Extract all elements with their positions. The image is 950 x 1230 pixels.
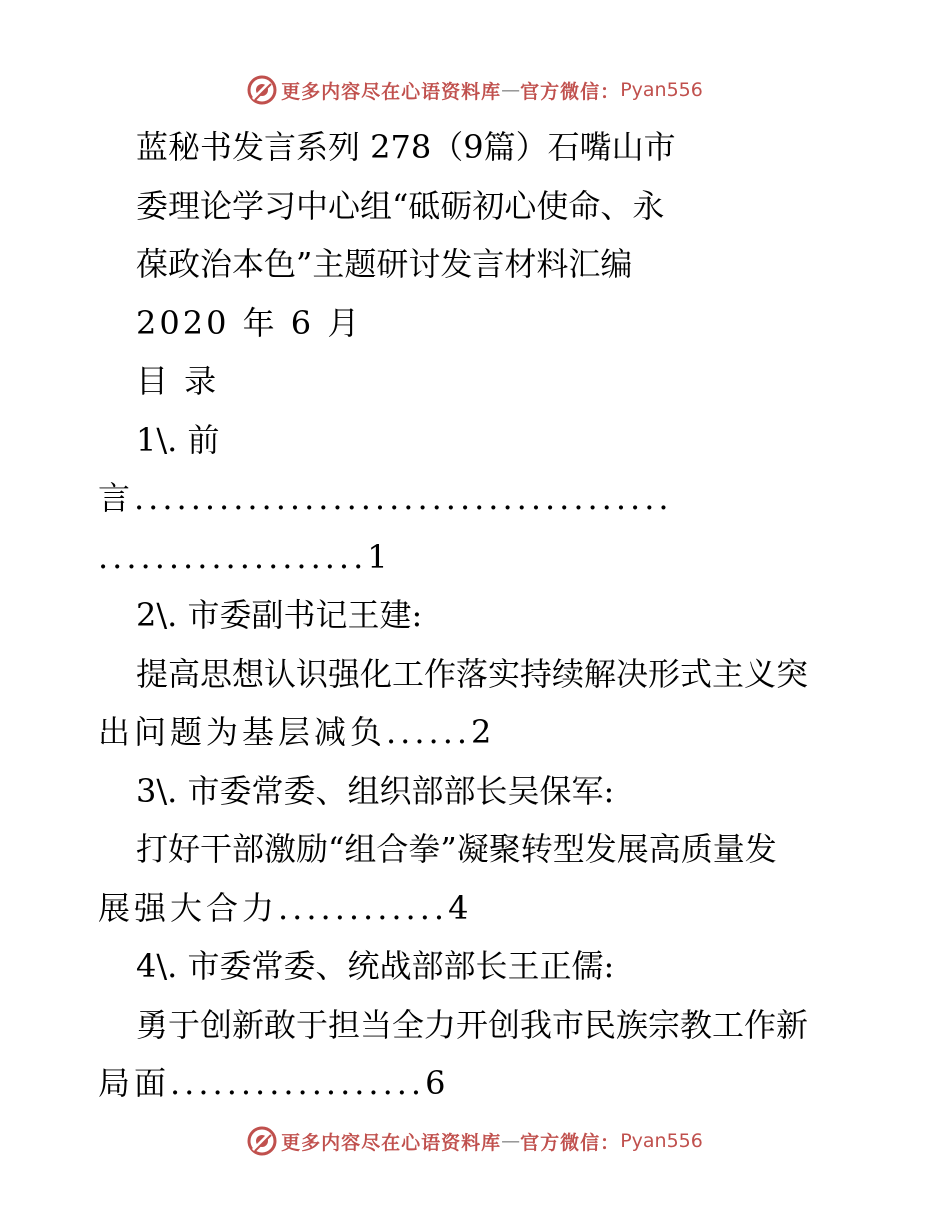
toc-entry-3-header bbox=[98, 762, 858, 821]
toc-entry-speaker: 市委常委、统战部部长王正儒: bbox=[187, 947, 615, 985]
toc-entry-2-title-line-1: 提高思想认识强化工作落实持续解决形式主义突 bbox=[136, 654, 809, 693]
toc-entry-speaker: 前 bbox=[187, 420, 220, 459]
brand-logo-icon bbox=[247, 1126, 277, 1156]
watermark-separator: — bbox=[501, 79, 521, 101]
watermark-wechat-id: Pyan556 bbox=[620, 79, 703, 101]
toc-entry-1-title-line-2: ...................1 bbox=[98, 537, 392, 576]
title-line-1: 蓝秘书发言系列 278（9篇）石嘴山市 bbox=[136, 128, 676, 166]
toc-entry-3-title-line-1: 打好干部激励“组合拳”凝聚转型发展高质量发 bbox=[136, 830, 777, 868]
document-date: 2020 年 6 月 bbox=[136, 303, 363, 342]
title-line-2: 委理论学习中心组“砥砺初心使命、永 bbox=[136, 186, 665, 225]
toc-entry-number: 2\. bbox=[136, 596, 178, 634]
watermark-banner-bottom bbox=[0, 1124, 950, 1158]
toc-entry-3-title-line-2: 展强大合力............4 bbox=[98, 888, 473, 927]
document-body bbox=[98, 118, 858, 1113]
toc-entry-4-title-line-2: 局面..................6 bbox=[98, 1064, 450, 1102]
toc-entry-1-header bbox=[98, 411, 858, 470]
toc-entry-speaker: 市委常委、组织部部长吴保军: bbox=[187, 771, 615, 810]
toc-entry-number: 4\. bbox=[136, 947, 178, 985]
title-line-3: 葆政治本色”主题研讨发言材料汇编 bbox=[136, 245, 633, 283]
toc-entry-2-header bbox=[98, 586, 858, 645]
watermark-brand-text: 更多内容尽在心语资料库 bbox=[281, 80, 502, 103]
toc-entry-number: 3\. bbox=[136, 771, 178, 810]
watermark-separator: — bbox=[501, 1130, 521, 1152]
toc-entry-4-header bbox=[98, 937, 858, 996]
toc-entry-1-title-line-1: 言...................................... bbox=[98, 479, 673, 517]
watermark-wechat-label: 官方微信： bbox=[520, 80, 621, 103]
watermark-banner-top bbox=[0, 73, 950, 107]
brand-logo-icon bbox=[247, 75, 277, 105]
watermark-wechat-id: Pyan556 bbox=[620, 1130, 703, 1152]
toc-entry-number: 1\. bbox=[136, 420, 178, 459]
watermark-wechat-label: 官方微信： bbox=[520, 1131, 621, 1154]
toc-entry-2-title-line-2: 出问题为基层减负......2 bbox=[98, 713, 496, 751]
toc-heading: 目 录 bbox=[136, 362, 220, 400]
toc-entry-speaker: 市委副书记王建: bbox=[187, 596, 423, 634]
watermark-brand-text: 更多内容尽在心语资料库 bbox=[281, 1131, 502, 1154]
toc-entry-4-title-line-1: 勇于创新敢于担当全力开创我市民族宗教工作新 bbox=[136, 1005, 809, 1044]
